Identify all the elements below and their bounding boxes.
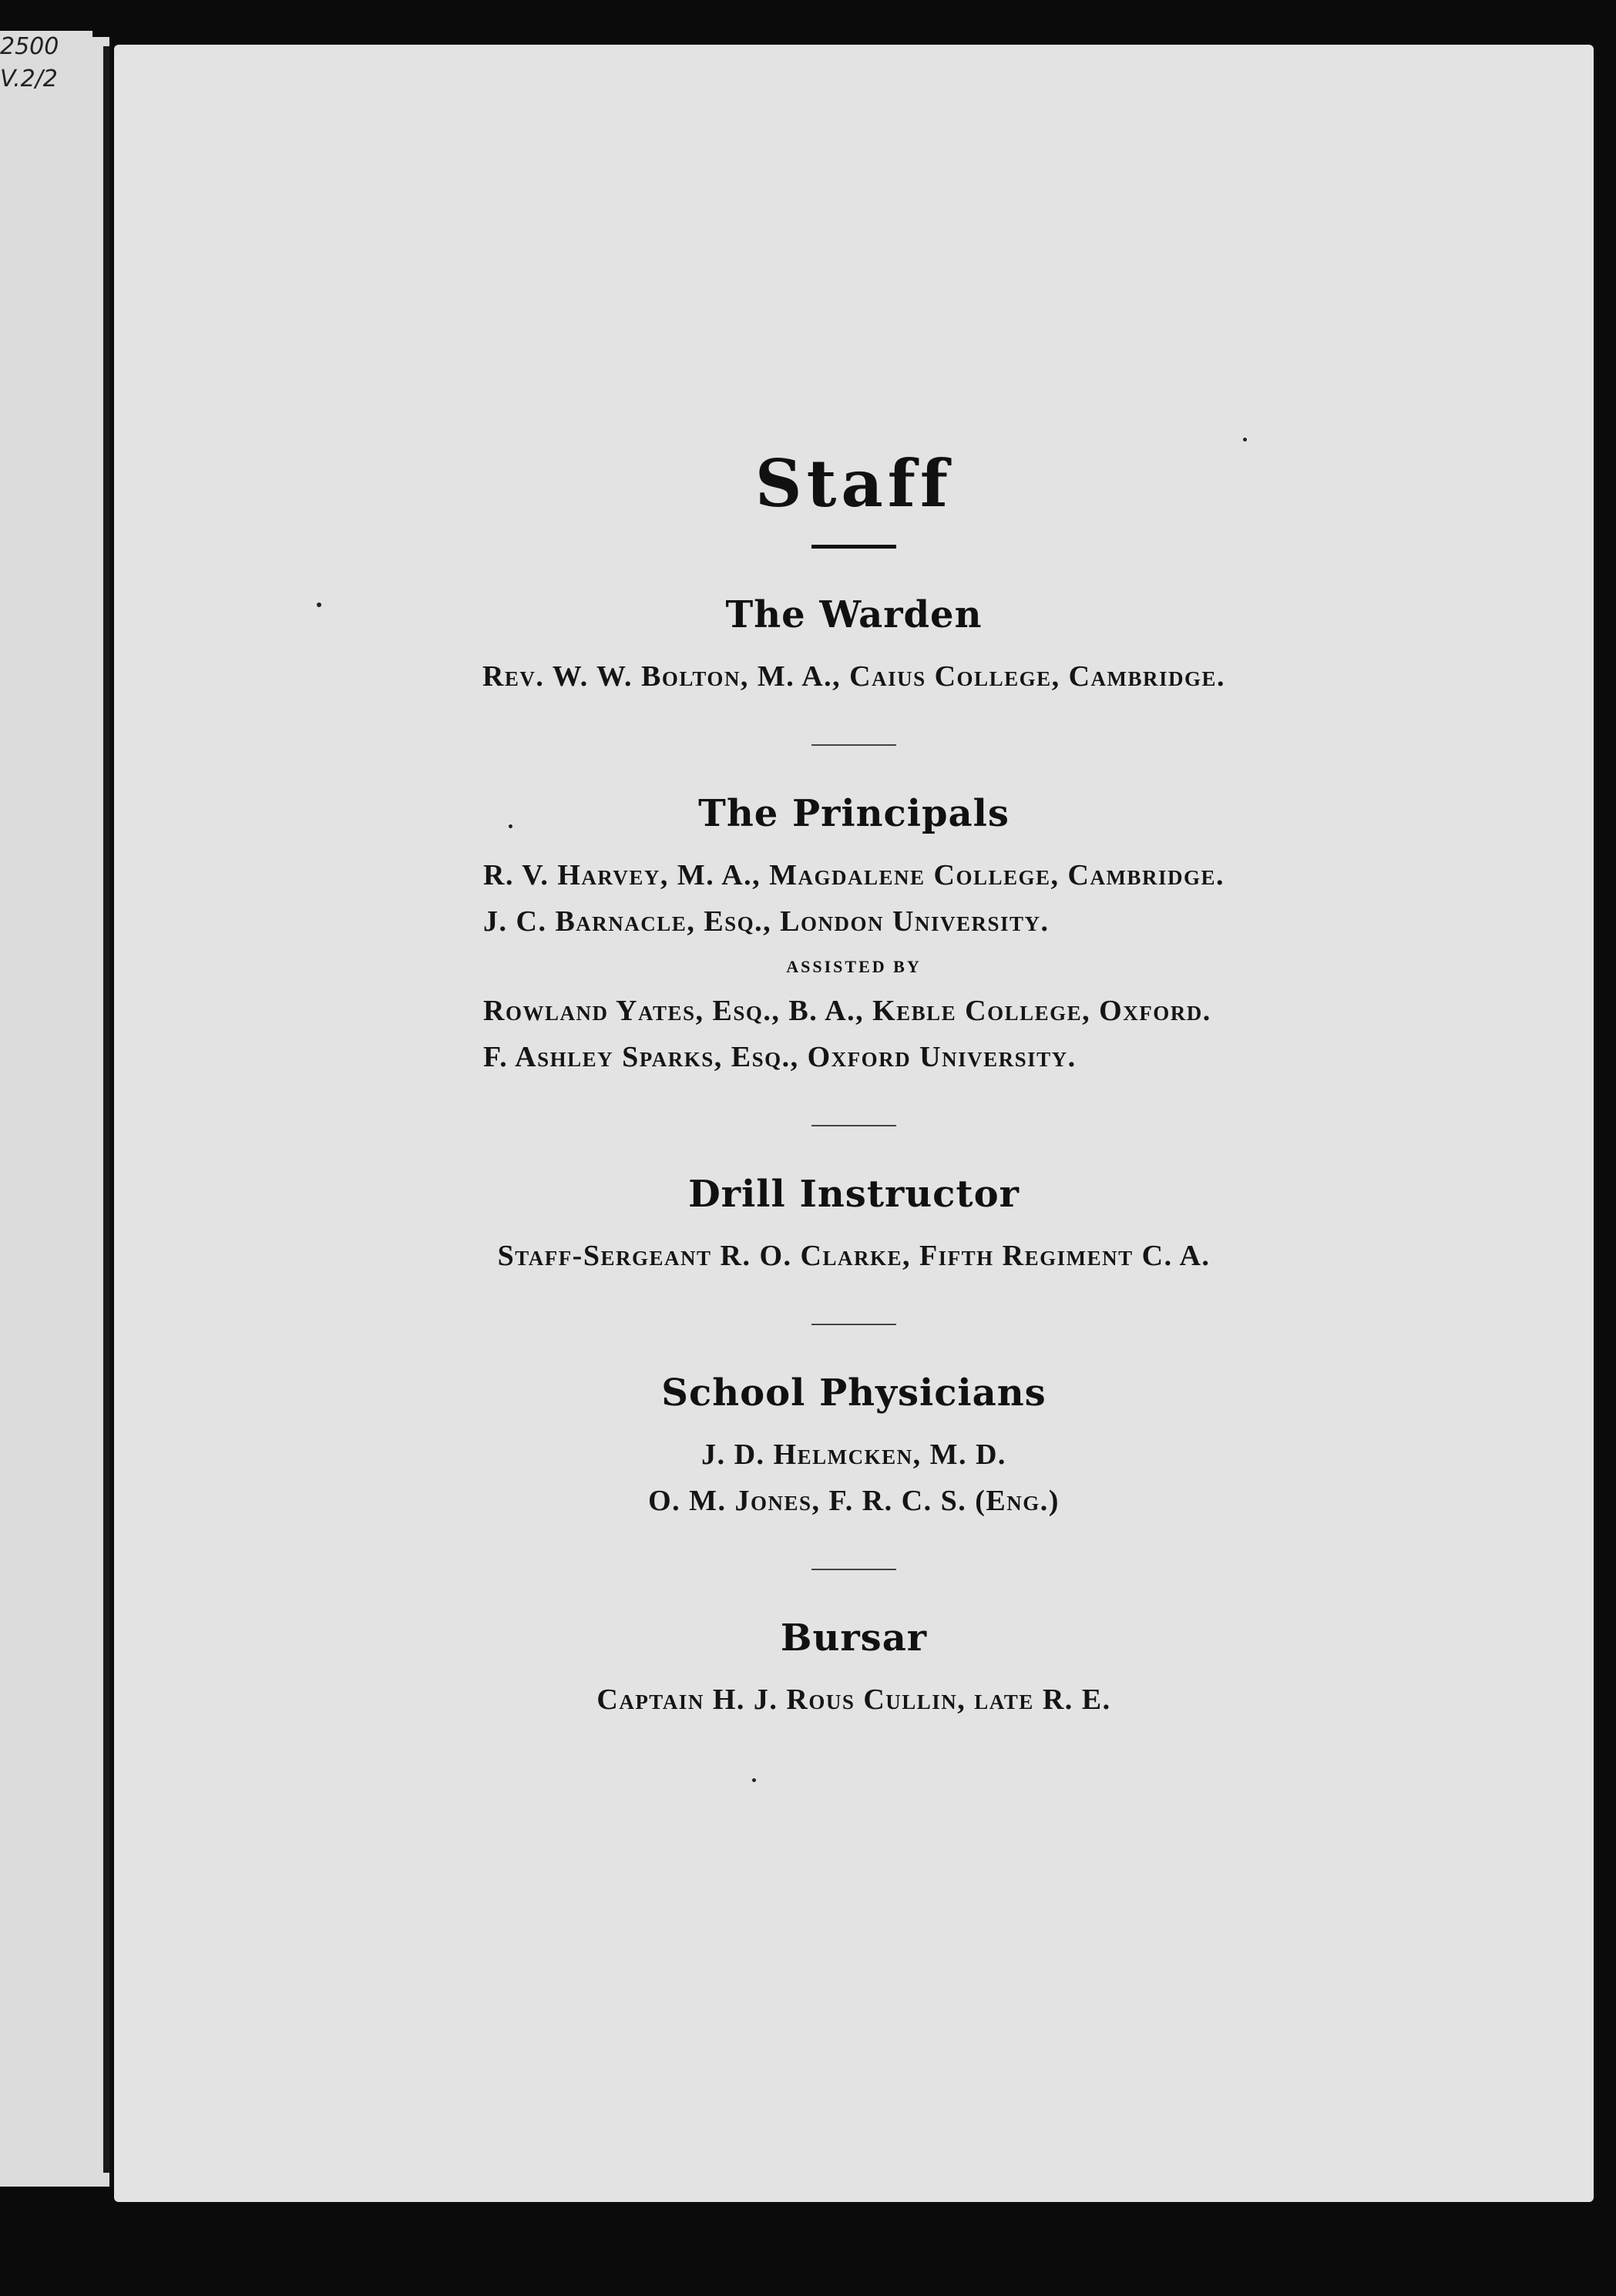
scan-border — [1594, 46, 1616, 2204]
section-heading: School Physicians — [661, 1371, 1047, 1415]
section-warden — [114, 593, 1594, 700]
section-divider — [811, 744, 896, 746]
dust-speck — [752, 1778, 756, 1782]
page-title: Staff — [754, 445, 953, 522]
section-divider — [811, 1324, 896, 1325]
section-divider — [811, 1125, 896, 1126]
staff-entry: R. V. Harvey, M. A., Magdalene College, Cambridge. — [483, 859, 1225, 891]
book-spine — [103, 46, 109, 2173]
section-lines — [648, 1432, 1060, 1524]
shelf-mark-line-2: V.2/2 — [0, 65, 58, 92]
section-divider — [811, 1569, 896, 1570]
section-bursar — [114, 1616, 1594, 1723]
staff-entry: J. D. Helmcken, M. D. — [701, 1438, 1006, 1471]
staff-entry: Staff-Sergeant R. O. Clarke, Fifth Regiment C. A. — [497, 1240, 1211, 1272]
section-heading: Drill Instructor — [688, 1173, 1020, 1216]
section-lines — [482, 653, 1225, 700]
section-drill-instructor — [114, 1173, 1594, 1279]
document-page — [114, 45, 1594, 2202]
section-lines — [498, 1233, 1211, 1279]
section-heading: The Principals — [698, 792, 1010, 835]
title-rule — [811, 545, 896, 549]
staff-entry: O. M. Jones, F. R. C. S. (Eng.) — [648, 1485, 1060, 1517]
shelf-mark-line-1: 2500 — [0, 33, 59, 60]
staff-entry: F. Ashley Sparks, Esq., Oxford University. — [483, 1041, 1077, 1073]
dust-speck — [1243, 438, 1247, 441]
adjacent-page-edge — [0, 37, 112, 2187]
handwritten-shelf-mark — [0, 31, 92, 100]
section-physicians — [114, 1371, 1594, 1524]
staff-entry: Captain H. J. Rous Cullin, late R. E. — [596, 1683, 1111, 1716]
section-heading: The Warden — [725, 593, 983, 636]
staff-entry: Rowland Yates, Esq., B. A., Keble College, Oxford. — [483, 995, 1211, 1027]
staff-entry: J. C. Barnacle, Esq., London University. — [483, 905, 1050, 938]
section-principals — [114, 792, 1594, 1080]
assisted-by-label: ASSISTED BY — [786, 957, 922, 976]
section-heading: Bursar — [780, 1616, 928, 1660]
section-lines — [483, 852, 1225, 1080]
staff-entry: Rev. W. W. Bolton, M. A., Caius College, Cambridge. — [482, 660, 1226, 693]
staff-list — [114, 445, 1594, 1723]
section-lines — [596, 1677, 1110, 1723]
